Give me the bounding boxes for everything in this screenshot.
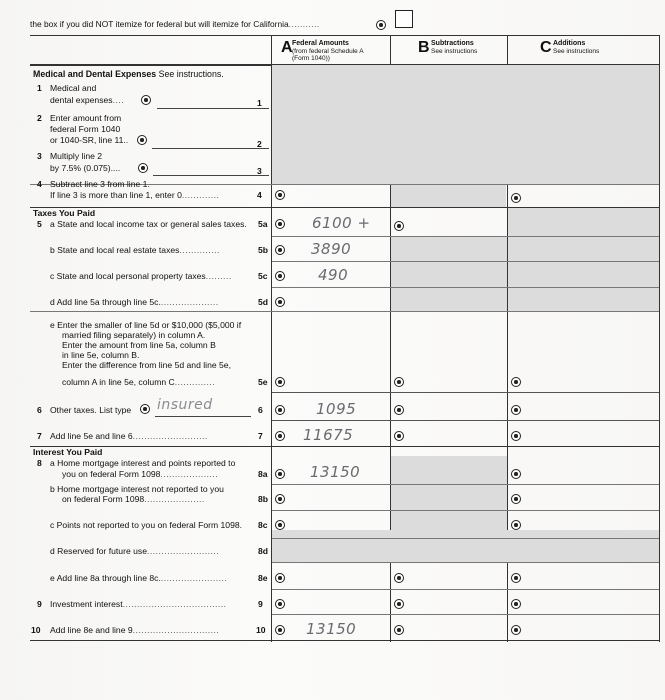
line5e-text2: married filing separately) in column A. xyxy=(62,330,206,340)
line8d-box: 8d xyxy=(258,546,269,556)
line5e-b-bubble-icon xyxy=(394,377,404,387)
line5c-a-bubble-icon xyxy=(275,271,285,281)
line10-a-bubble-icon xyxy=(275,625,285,635)
rule-after-l6 xyxy=(272,420,659,421)
line3-number: 3 xyxy=(37,151,42,161)
itemize-check-label: the box if you did NOT itemize for federal but will itemize for California........... xyxy=(30,19,320,29)
line6-b-bubble-icon xyxy=(394,405,404,415)
line8a-number: 8 xyxy=(37,458,42,468)
line9-number: 9 xyxy=(37,599,42,609)
line5d-box: 5d xyxy=(258,297,269,307)
line5e-text1: e Enter the smaller of line 5d or $10,000 ($5,000 if xyxy=(50,320,242,330)
line8a-text1: a Home mortgage interest and points reported to xyxy=(50,458,236,468)
line5b-a-bubble-icon xyxy=(275,245,285,255)
line6-box: 6 xyxy=(258,405,263,415)
header-top-rule xyxy=(30,35,660,36)
line5c-box: 5c xyxy=(258,271,268,281)
line1-box: 1 xyxy=(257,98,262,108)
line5b-box: 5b xyxy=(258,245,269,255)
line8a-amount[interactable]: 13150 xyxy=(310,463,361,481)
line2-text1: Enter amount from xyxy=(50,113,122,123)
line8b-box: 8b xyxy=(258,494,269,504)
line10-box: 10 xyxy=(256,625,266,635)
line10-number: 10 xyxy=(31,625,41,635)
column-a-sub1: (from federal Schedule A xyxy=(292,48,364,55)
line7-box: 7 xyxy=(258,431,263,441)
line4-a-bubble-icon xyxy=(275,190,285,200)
line5e-text3: Enter the amount from line 5a, column B xyxy=(62,340,216,350)
line5e-text4: in line 5e, column B. xyxy=(62,350,140,360)
line2-text2: federal Form 1040 xyxy=(50,124,121,134)
line4-c-bubble-icon xyxy=(511,193,521,203)
line2-bubble-icon xyxy=(137,135,147,145)
line5e-text6: column A in line 5e, column C.............. xyxy=(62,377,216,387)
line1-text2: dental expenses.... xyxy=(50,95,125,105)
line7-number: 7 xyxy=(37,431,42,441)
shade-line5bcd-b xyxy=(391,236,507,311)
shade-line8d xyxy=(272,530,659,562)
rule-after-l8e xyxy=(272,589,659,590)
line8a-c-bubble-icon xyxy=(511,469,521,479)
column-b-title: Subtractions xyxy=(431,40,474,47)
line5a-text: a State and local income tax or general sales taxes. xyxy=(50,219,247,229)
line3-text1: Multiply line 2 xyxy=(50,151,103,161)
rule-after-l5c xyxy=(272,287,659,288)
shade-line8abc-b xyxy=(391,456,507,530)
line6-type-value[interactable]: insured xyxy=(157,397,213,413)
line6-c-bubble-icon xyxy=(511,405,521,415)
line8d-text: d Reserved for future use......................... xyxy=(50,546,220,556)
shade-line4-b xyxy=(391,184,506,207)
line9-a-bubble-icon xyxy=(275,599,285,609)
line5b-amount[interactable]: 3890 xyxy=(311,240,352,258)
shade-lines-1-3 xyxy=(272,65,659,184)
line5a-a-bubble-icon xyxy=(275,219,285,229)
line6-type-bubble-icon xyxy=(140,404,150,414)
column-c-right-rule xyxy=(659,35,660,642)
line7-b-bubble-icon xyxy=(394,431,404,441)
line8a-a-bubble-icon xyxy=(275,469,285,479)
shade-line5-c xyxy=(508,207,659,311)
line5a-amount[interactable]: 6100 + xyxy=(312,214,371,232)
line8e-c-bubble-icon xyxy=(511,573,521,583)
line6-a-bubble-icon xyxy=(275,405,285,415)
rule-after-l7 xyxy=(30,446,659,447)
line3-box: 3 xyxy=(257,166,262,176)
rule-after-l10 xyxy=(30,640,659,641)
line8e-box: 8e xyxy=(258,573,268,583)
line5a-box: 5a xyxy=(258,219,268,229)
column-c-sub: See instructions xyxy=(553,48,600,55)
medical-section-title: Medical and Dental Expenses See instructions. xyxy=(33,69,224,79)
column-a-sub2: (Form 1040)) xyxy=(292,55,330,62)
rule-after-l5b xyxy=(272,261,659,262)
column-b-sub: See instructions xyxy=(431,48,478,55)
column-b-letter: B xyxy=(418,39,430,56)
line8b-text1: b Home mortgage interest not reported to you xyxy=(50,484,224,494)
line3-text2: by 7.5% (0.075).... xyxy=(50,163,121,173)
line10-amount[interactable]: 13150 xyxy=(306,620,357,638)
line8e-text: e Add line 8a through line 8c........................ xyxy=(50,573,228,583)
rule-after-l8b xyxy=(272,510,659,511)
rule-after-l8a xyxy=(272,484,659,485)
taxes-section-title: Taxes You Paid xyxy=(33,208,96,218)
line9-c-bubble-icon xyxy=(511,599,521,609)
line8c-box: 8c xyxy=(258,520,268,530)
itemize-bubble-icon xyxy=(376,20,386,30)
line10-c-bubble-icon xyxy=(511,625,521,635)
line8a-text2: you on federal Form 1098.................... xyxy=(62,469,219,479)
rule-after-l9 xyxy=(272,614,659,615)
line5e-c-bubble-icon xyxy=(511,377,521,387)
line6-amount[interactable]: 1095 xyxy=(316,400,357,418)
line2-field[interactable] xyxy=(152,148,269,149)
line4-text1: Subtract line 3 from line 1. xyxy=(50,179,150,189)
line2-box: 2 xyxy=(257,139,262,149)
interest-section-title: Interest You Paid xyxy=(33,447,103,457)
line4-box: 4 xyxy=(257,190,262,200)
line9-box: 9 xyxy=(258,599,263,609)
line8b-a-bubble-icon xyxy=(275,494,285,504)
column-a-title: Federal Amounts xyxy=(292,40,349,47)
line5b-text: b State and local real estate taxes.............. xyxy=(50,245,220,255)
line8c-text: c Points not reported to you on federal Form 1098. xyxy=(50,520,243,530)
line5a-b-bubble-icon xyxy=(394,221,404,231)
line1-bubble-icon xyxy=(141,95,151,105)
line10-text: Add line 8e and line 9.............................. xyxy=(50,625,220,635)
itemize-checkbox[interactable] xyxy=(395,10,413,28)
rule-after-l8d xyxy=(272,562,659,563)
line8e-a-bubble-icon xyxy=(275,573,285,583)
line1-number: 1 xyxy=(37,83,42,93)
line5d-text: d Add line 5a through line 5c..................... xyxy=(50,297,219,307)
column-c-letter: C xyxy=(540,39,552,56)
line5e-a-bubble-icon xyxy=(275,377,285,387)
line5d-a-bubble-icon xyxy=(275,297,285,307)
line2-text3: or 1040-SR, line 11.. xyxy=(50,135,129,145)
line5c-text: c State and local personal property taxes......... xyxy=(50,271,232,281)
line9-b-bubble-icon xyxy=(394,599,404,609)
line1-field[interactable] xyxy=(157,108,269,109)
rule-after-l5a xyxy=(272,236,659,237)
line7-c-bubble-icon xyxy=(511,431,521,441)
line9-text: Investment interest.................................... xyxy=(50,599,227,609)
line4-number: 4 xyxy=(37,179,42,189)
line5e-box: 5e xyxy=(258,377,268,387)
line8b-text2: on federal Form 1098..................... xyxy=(62,494,205,504)
line8c-c-bubble-icon xyxy=(511,520,521,530)
line7-amount[interactable]: 11675 xyxy=(303,426,354,444)
line8b-c-bubble-icon xyxy=(511,494,521,504)
line5a-number: 5 xyxy=(37,219,42,229)
column-c-title: Additions xyxy=(553,40,586,47)
line5e-text5: Enter the difference from line 5d and line 5e, xyxy=(62,360,231,370)
line3-field[interactable] xyxy=(153,175,269,176)
rule-after-l5e xyxy=(272,392,659,393)
rule-after-l4 xyxy=(30,207,659,208)
line3-bubble-icon xyxy=(138,163,148,173)
rule-after-l8c xyxy=(272,538,659,539)
line5c-amount[interactable]: 490 xyxy=(318,266,349,284)
column-a-letter: A xyxy=(281,39,293,56)
line6-type-field[interactable] xyxy=(155,416,251,417)
line1-text1: Medical and xyxy=(50,83,97,93)
line8a-box: 8a xyxy=(258,469,268,479)
line2-number: 2 xyxy=(37,113,42,123)
rule-after-l5d xyxy=(30,311,659,312)
line6-text: Other taxes. List type xyxy=(50,405,132,415)
line10-b-bubble-icon xyxy=(394,625,404,635)
line6-number: 6 xyxy=(37,405,42,415)
line7-text: Add line 5e and line 6.......................... xyxy=(50,431,208,441)
line8c-a-bubble-icon xyxy=(275,520,285,530)
line8e-b-bubble-icon xyxy=(394,573,404,583)
line4-text2: If line 3 is more than line 1, enter 0............. xyxy=(50,190,220,200)
line7-a-bubble-icon xyxy=(275,431,285,441)
